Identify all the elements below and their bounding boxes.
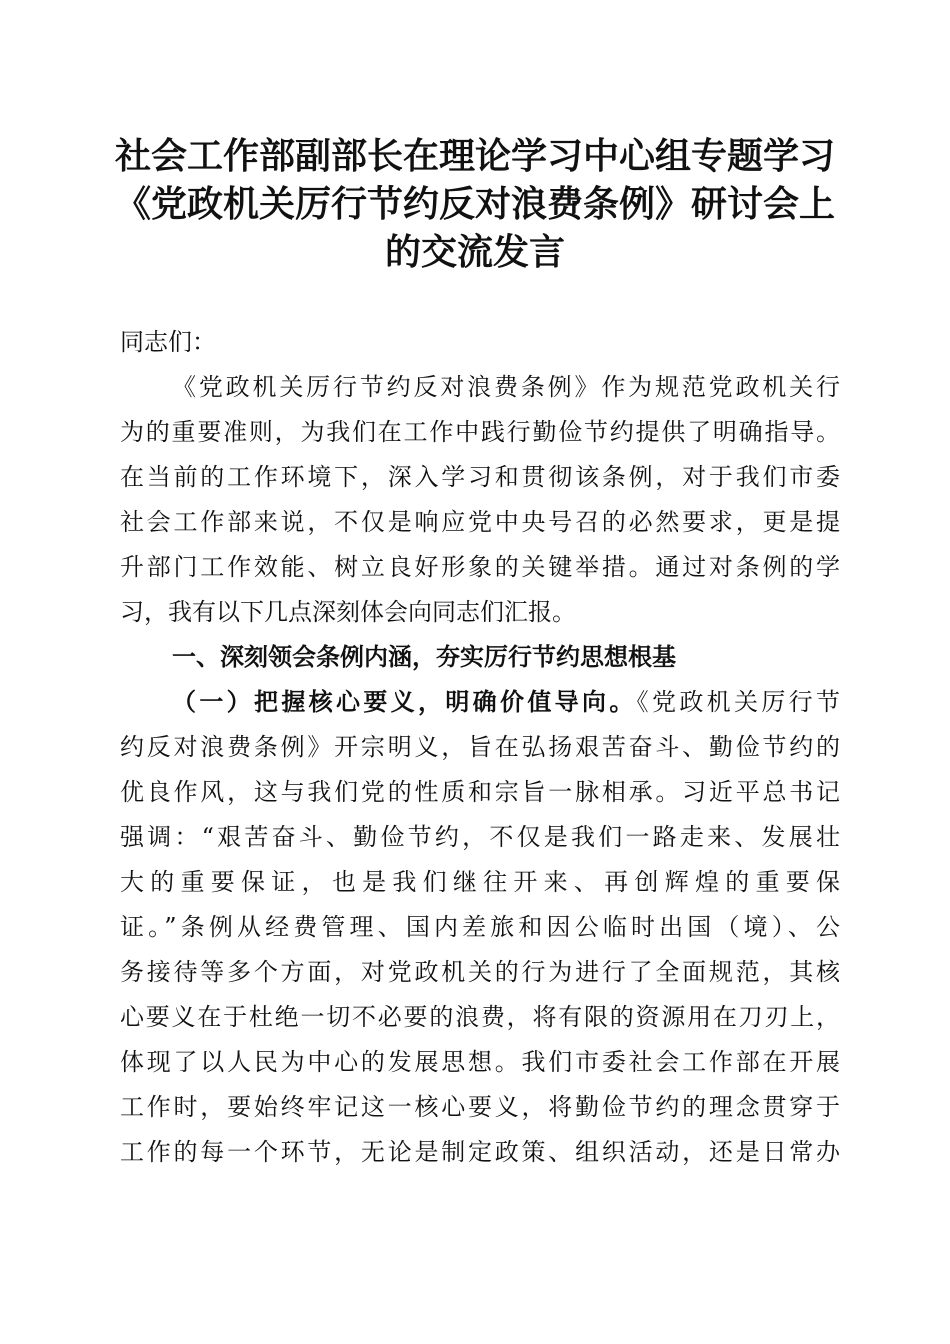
intro-line: 社会工作部来说，不仅是响应党中央号召的必然要求，更是提 <box>120 508 840 536</box>
subsection-line: 务接待等多个方面，对党政机关的行为进行了全面规范，其核 <box>120 958 840 986</box>
document-title <box>110 132 840 276</box>
intro-line: 习，我有以下几点深刻体会向同志们汇报。 <box>120 598 576 626</box>
subsection-line: 体现了以人民为中心的发展思想。我们市委社会工作部在开展 <box>120 1048 840 1076</box>
intro-line: 升部门工作效能、树立良好形象的关键举措。通过对条例的学 <box>120 553 840 581</box>
intro-line: 《党政机关厉行节约反对浪费条例》作为规范党政机关行 <box>172 373 840 401</box>
subsection-line: 大的重要保证，也是我们继往开来、再创辉煌的重要保 <box>120 868 840 896</box>
subsection-first-line <box>120 680 840 725</box>
title-line: 《党政机关厉行节约反对浪费条例》研讨会上 <box>114 183 835 225</box>
subsection-line: 优良作风，这与我们党的性质和宗旨一脉相承。习近平总书记 <box>120 778 840 806</box>
subsection-line: 强调：“艰苦奋斗、勤俭节约，不仅是我们一路走来、发展壮 <box>120 823 840 851</box>
subsection-line: 证。”条例从经费管理、国内差旅和因公临时出国（境）、公 <box>120 913 840 941</box>
subsection-lead: （一）把握核心要义，明确价值导向。 <box>172 688 637 716</box>
subsection-line: 工作的每一个环节，无论是制定政策、组织活动，还是日常办 <box>120 1138 840 1166</box>
intro-line: 在当前的工作环境下，深入学习和贯彻该条例，对于我们市委 <box>120 463 840 491</box>
subsection-lead-rest: 《党政机关厉行节 <box>636 688 841 716</box>
section-heading: 一、深刻领会条例内涵，夯实厉行节约思想根基 <box>172 643 676 671</box>
subsection-line: 心要义在于杜绝一切不必要的浪费，将有限的资源用在刀刃上， <box>120 1003 840 1031</box>
document-body <box>120 320 840 1175</box>
intro-line: 为的重要准则，为我们在工作中践行勤俭节约提供了明确指导。 <box>120 418 840 446</box>
salutation: 同志们： <box>120 328 216 356</box>
subsection-line: 工作时，要始终牢记这一核心要义，将勤俭节约的理念贯穿于 <box>120 1093 840 1121</box>
title-line: 的交流发言 <box>384 231 565 273</box>
title-line: 社会工作部副部长在理论学习中心组专题学习 <box>114 135 835 177</box>
subsection-line: 约反对浪费条例》开宗明义，旨在弘扬艰苦奋斗、勤俭节约的 <box>120 733 840 761</box>
